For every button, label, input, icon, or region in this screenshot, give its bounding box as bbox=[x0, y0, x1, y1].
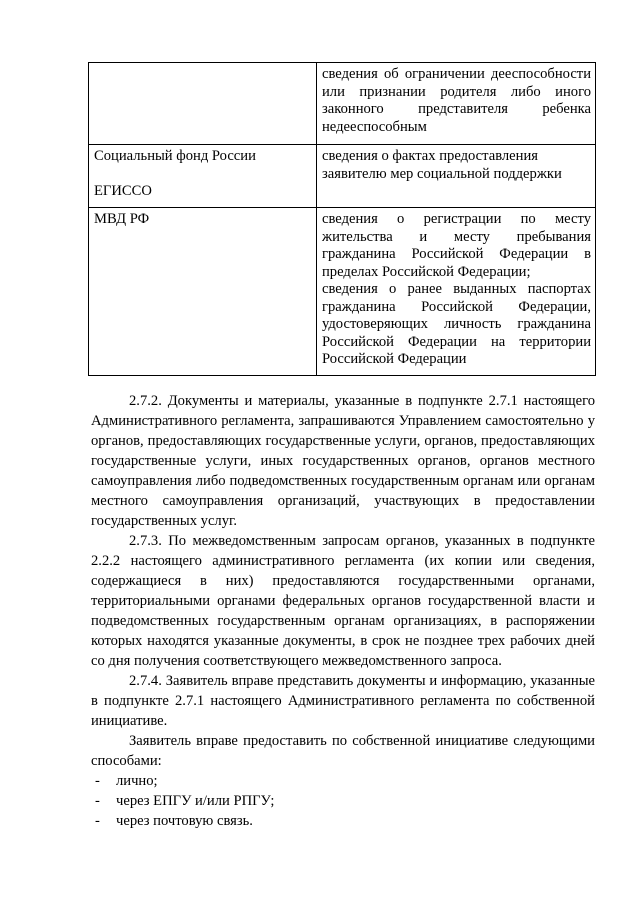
paragraph-2-7-4: 2.7.4. Заявитель вправе представить документы и информацию, указанные в подпункте 2.7.1 настоящего Административного регламента по собственной инициативе. bbox=[91, 673, 595, 729]
info-text: сведения об ограничении дееспособности или признании родителя либо иного законного представителя ребенка недееспособным bbox=[322, 66, 591, 135]
list-item-text: через ЕПГУ и/или РПГУ; bbox=[116, 793, 275, 809]
info-cell bbox=[317, 63, 596, 145]
paragraph-2-7-3: 2.7.3. По межведомственным запросам органов, указанных в подпункте 2.2.2 настоящего административного регламента (их копии или сведения, содержащиеся в них) предоставляются государственными органами, территориальными органами федеральных органов государственной власти и подведомственных государственным органам организациях, в распоряжении которых находятся указанные документы, в срок не позднее трех рабочих дней со дня получения соответствующего межведомственного запроса. bbox=[91, 533, 595, 669]
list-item bbox=[91, 811, 595, 831]
body-text bbox=[91, 391, 595, 831]
dash-marker: - bbox=[95, 773, 100, 789]
agency-name: ЕГИССО bbox=[94, 182, 152, 199]
interagency-info-table bbox=[88, 62, 596, 376]
info-cell bbox=[317, 208, 596, 376]
table-row bbox=[89, 145, 596, 208]
info-text: сведения о ранее выданных паспортах гражданина Российской Федерации, удостоверяющих личность гражданина Российской Федерации на территории Российской Федерации bbox=[322, 281, 591, 367]
info-cell bbox=[317, 145, 596, 208]
agency-cell bbox=[89, 208, 317, 376]
info-text: сведения о регистрации по месту жительства и месту пребывания гражданина Российской Федерации в пределах Российской Федерации; bbox=[322, 211, 591, 280]
list-item bbox=[91, 771, 595, 791]
list-item-text: лично; bbox=[116, 773, 158, 789]
agency-name: Социальный фонд России bbox=[94, 148, 256, 164]
paragraph-2-7-2: 2.7.2. Документы и материалы, указанные в подпункте 2.7.1 настоящего Административного регламента, запрашиваются Управлением самостоятельно у органов, предоставляющих государственные услуги, органов, предоставляющих государственные услуги, иных государственных органов, органов местного самоуправления либо подведомственных государственным органам или органам местного самоуправления организаций, участвующих в предоставлении государственных услуг. bbox=[91, 393, 595, 529]
dash-marker: - bbox=[95, 813, 100, 829]
methods-list bbox=[91, 771, 595, 831]
agency-cell bbox=[89, 63, 317, 145]
list-item-text: через почтовую связь. bbox=[116, 813, 253, 829]
list-item bbox=[91, 791, 595, 811]
info-text: сведения о фактах предоставления заявителю мер социальной поддержки bbox=[322, 148, 562, 182]
table-row bbox=[89, 208, 596, 376]
table-row bbox=[89, 63, 596, 145]
paragraph-methods: Заявитель вправе предоставить по собственной инициативе следующими способами: bbox=[91, 733, 595, 769]
agency-cell bbox=[89, 145, 317, 208]
agency-name: МВД РФ bbox=[94, 211, 150, 227]
dash-marker: - bbox=[95, 793, 100, 809]
